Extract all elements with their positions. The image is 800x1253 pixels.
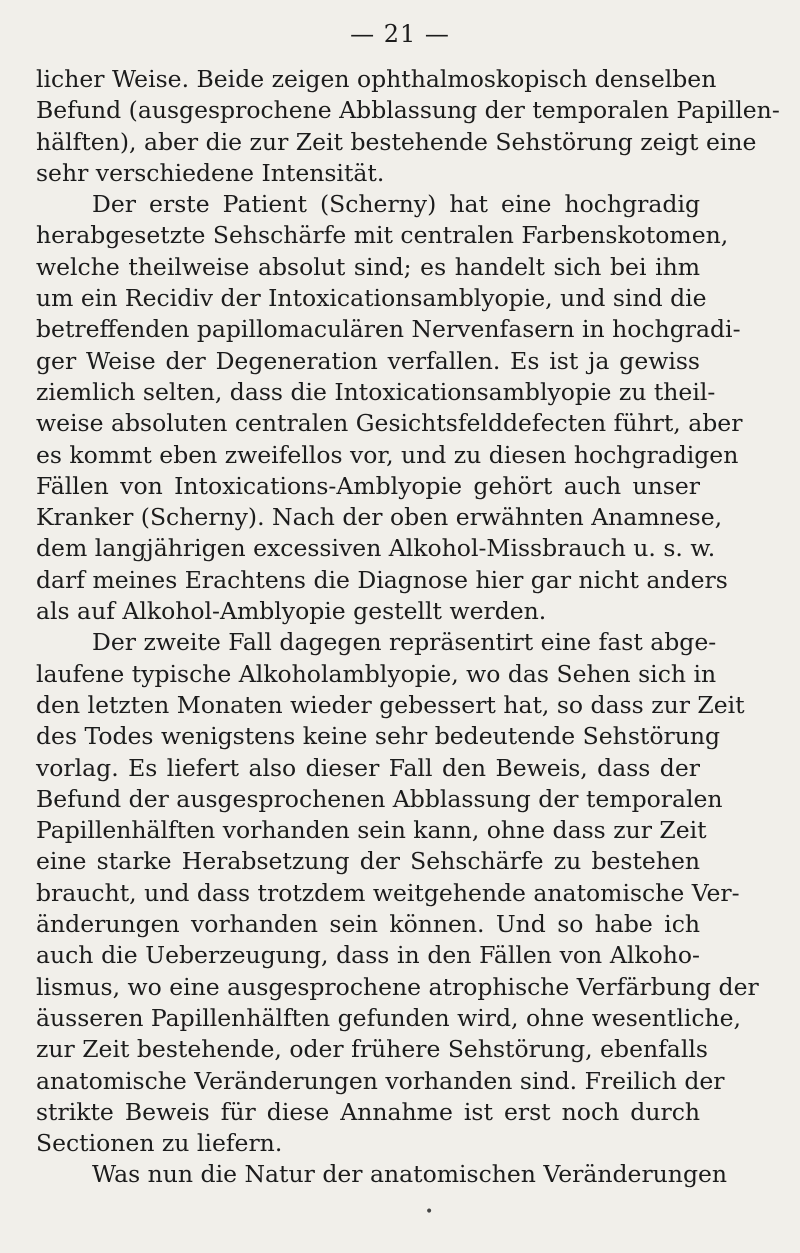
text-line: hälften), aber die zur Zeit bestehende Sehstörung zeigt eine (36, 127, 757, 156)
text-line: den letzten Monaten wieder gebessert hat, so dass zur Zeit (36, 690, 745, 719)
text-line: ger Weise der Degeneration verfallen. Es ist ja gewiss (36, 346, 700, 375)
text-line: strikte Beweis für diese Annahme ist erst noch durch (36, 1097, 700, 1126)
text-line: anatomische Veränderungen vorhanden sind. Freilich der (36, 1066, 725, 1095)
text-line: Fällen von Intoxications-Amblyopie gehört auch unser (36, 471, 700, 500)
text-line: änderungen vorhanden sein können. Und so habe ich (36, 910, 700, 939)
text-line: ziemlich selten, dass die Intoxicationsamblyopie zu theil- (36, 377, 716, 406)
paragraph (36, 627, 759, 1159)
paragraph (36, 189, 743, 627)
text-line: lismus, wo eine ausgesprochene atrophische Verfärbung der (36, 972, 759, 1001)
text-line: sehr verschiedene Intensität. (36, 158, 385, 187)
text-line: des Todes wenigstens keine sehr bedeutende Sehstörung (36, 722, 721, 751)
text-line: betreffenden papillomaculären Nervenfasern in hochgradi- (36, 315, 741, 344)
text-line: eine starke Herabsetzung der Sehschärfe zu bestehen (36, 847, 700, 876)
paragraph (36, 1159, 728, 1190)
text-line: als auf Alkohol-Amblyopie gestellt werden. (36, 597, 547, 626)
text-line: zur Zeit bestehende, oder frühere Sehstörung, ebenfalls (36, 1035, 708, 1064)
text-line: um ein Recidiv der Intoxicationsamblyopie, und sind die (36, 284, 707, 313)
text-line: Kranker (Scherny). Nach der oben erwähnten Anamnese, (36, 503, 723, 532)
text-line: darf meines Erachtens die Diagnose hier gar nicht anders (36, 565, 728, 594)
text-line: licher Weise. Beide zeigen ophthalmoskopisch denselben (36, 65, 717, 93)
text-line: Der zweite Fall dagegen repräsentirt eine fast abge- (92, 628, 717, 657)
text-line: laufene typische Alkoholamblyopie, wo das Sehen sich in (36, 659, 717, 688)
page-body (36, 64, 780, 1191)
bottom-mark: • (425, 1204, 434, 1220)
page-number: — 21 — (350, 20, 450, 48)
text-line: äusseren Papillenhälften gefunden wird, ohne wesentliche, (36, 1003, 742, 1032)
text-line: vorlag. Es liefert also dieser Fall den Beweis, dass der (36, 753, 700, 782)
text-line: Was nun die Natur der anatomischen Veränderungen (92, 1160, 728, 1189)
text-line: Befund (ausgesprochene Abblassung der temporalen Papillen- (36, 96, 780, 125)
text-line: auch die Ueberzeugung, dass in den Fällen von Alkoho- (36, 941, 700, 970)
text-line: Der erste Patient (Scherny) hat eine hochgradig (92, 190, 700, 219)
text-line: Sectionen zu liefern. (36, 1129, 283, 1158)
text-line: dem langjährigen excessiven Alkohol-Missbrauch u. s. w. (36, 534, 716, 563)
text-line: es kommt eben zweifellos vor, und zu diesen hochgradigen (36, 440, 739, 469)
text-line: Papillenhälften vorhanden sein kann, ohne dass zur Zeit (36, 816, 707, 845)
paragraph (36, 64, 780, 189)
text-line: Befund der ausgesprochenen Abblassung der temporalen (36, 784, 723, 813)
text-line: herabgesetzte Sehschärfe mit centralen Farbenskotomen, (36, 221, 729, 250)
text-line: weise absoluten centralen Gesichtsfelddefecten führt, aber (36, 409, 743, 438)
text-line: welche theilweise absolut sind; es handelt sich bei ihm (36, 252, 700, 281)
text-line: braucht, und dass trotzdem weitgehende anatomische Ver- (36, 878, 740, 907)
